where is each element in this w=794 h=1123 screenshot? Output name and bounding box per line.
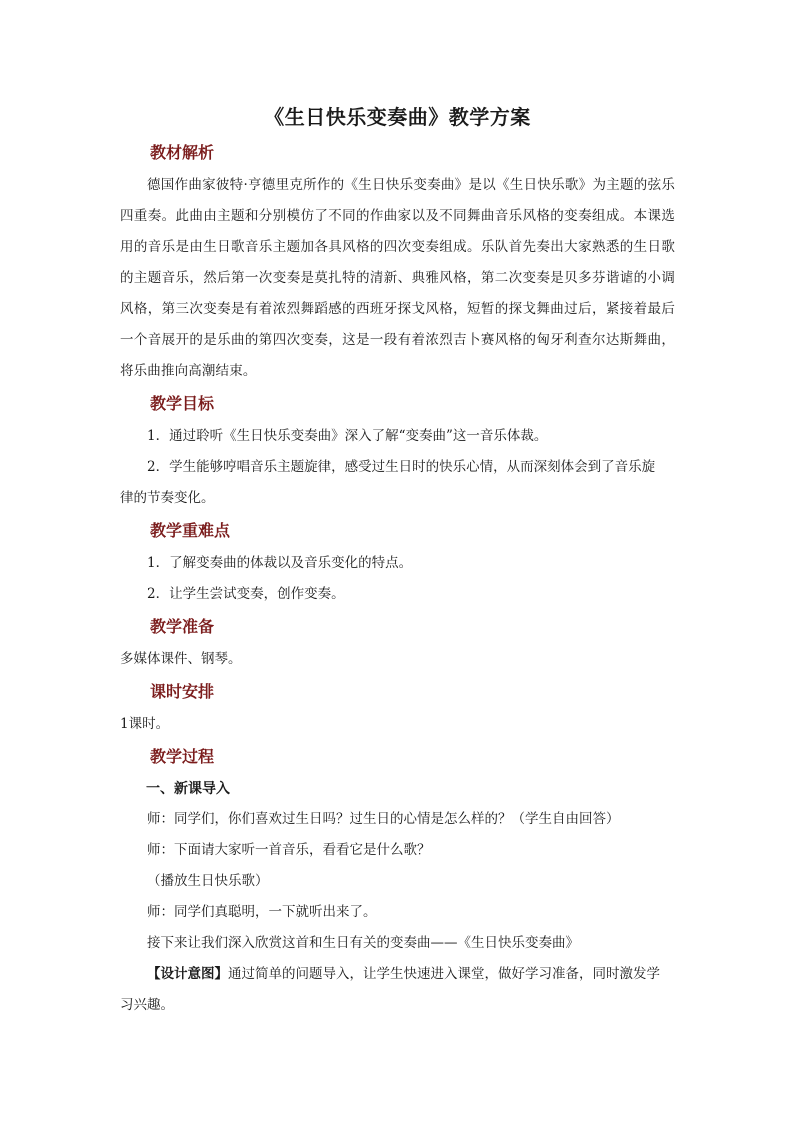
design-intent-line-1 [120,959,675,990]
goal-item-2-line-2: 律的节奏变化。 [120,490,215,506]
section-heading-preparation: 教学准备 [150,617,215,636]
design-intent-label: 【设计意图】 [147,966,228,982]
key-point-item-2: 2．让学生尝试变奏，创作变奏。 [147,586,345,602]
process-line-3: （播放生日快乐歌） [147,873,269,889]
process-line-4: 师：同学们真聪明，一下就听出来了。 [147,904,377,920]
process-line-2: 师：下面请大家听一首音乐，看看它是什么歌？ [147,842,431,858]
schedule-text: 1课时。 [120,716,170,732]
document-page [120,100,675,1021]
key-point-item-1: 1．了解变奏曲的体裁以及音乐变化的特点。 [147,555,413,571]
section-heading-process: 教学过程 [150,747,215,766]
design-intent-text: 通过简单的问题导入，让学生快速进入课堂，做好学习准备，同时激发学 [228,966,660,982]
section-heading-goals: 教学目标 [150,394,215,413]
process-line-1: 师：同学们，你们喜欢过生日吗？过生日的心情是怎么样的？（学生自由回答） [147,811,620,827]
goal-item-2-line-1: 2．学生能够哼唱音乐主题旋律，感受过生日时的快乐心情，从而深刻体会到了音乐旋 [147,459,656,475]
section-heading-key-points: 教学重难点 [150,521,231,540]
process-line-5: 接下来让我们深入欣赏这首和生日有关的变奏曲——《生日快乐变奏曲》 [147,935,579,951]
goal-item-1: 1．通过聆听《生日快乐变奏曲》深入了解“变奏曲”这一音乐体裁。 [147,428,548,444]
process-sub-heading: 一、新课导入 [146,781,230,797]
section-heading-schedule: 课时安排 [150,682,215,701]
analysis-paragraph: 德国作曲家彼特·亨德里克所作的《生日快乐变奏曲》是以《生日快乐歌》为主题的弦乐四重奏。此曲由主题和分别模仿了不同的作曲家以及不同舞曲音乐风格的变奏组成。本课选用的音乐是由生日歌音乐主题加各具风格的四次变奏组成。乐队首先奏出大家熟悉的生日歌的主题音乐，然后第一次变奏是莫扎特的清新、典雅风格，第二次变奏是贝多芬谐谑的小调风格，第三次变奏是有着浓烈舞蹈感的西班牙探戈风格，短暂的探戈舞曲过后，紧接着最后一个音展开的是乐曲的第四次变奏，这是一段有着浓烈吉卜赛风格的匈牙利查尔达斯舞曲，将乐曲推向高潮结束。 [120,177,675,379]
design-intent-line-2: 习兴趣。 [120,997,174,1013]
preparation-text: 多媒体课件、钢琴。 [120,651,242,667]
section-heading-analysis: 教材解析 [150,143,215,162]
document-title: 《生日快乐变奏曲》教学方案 [264,105,531,129]
